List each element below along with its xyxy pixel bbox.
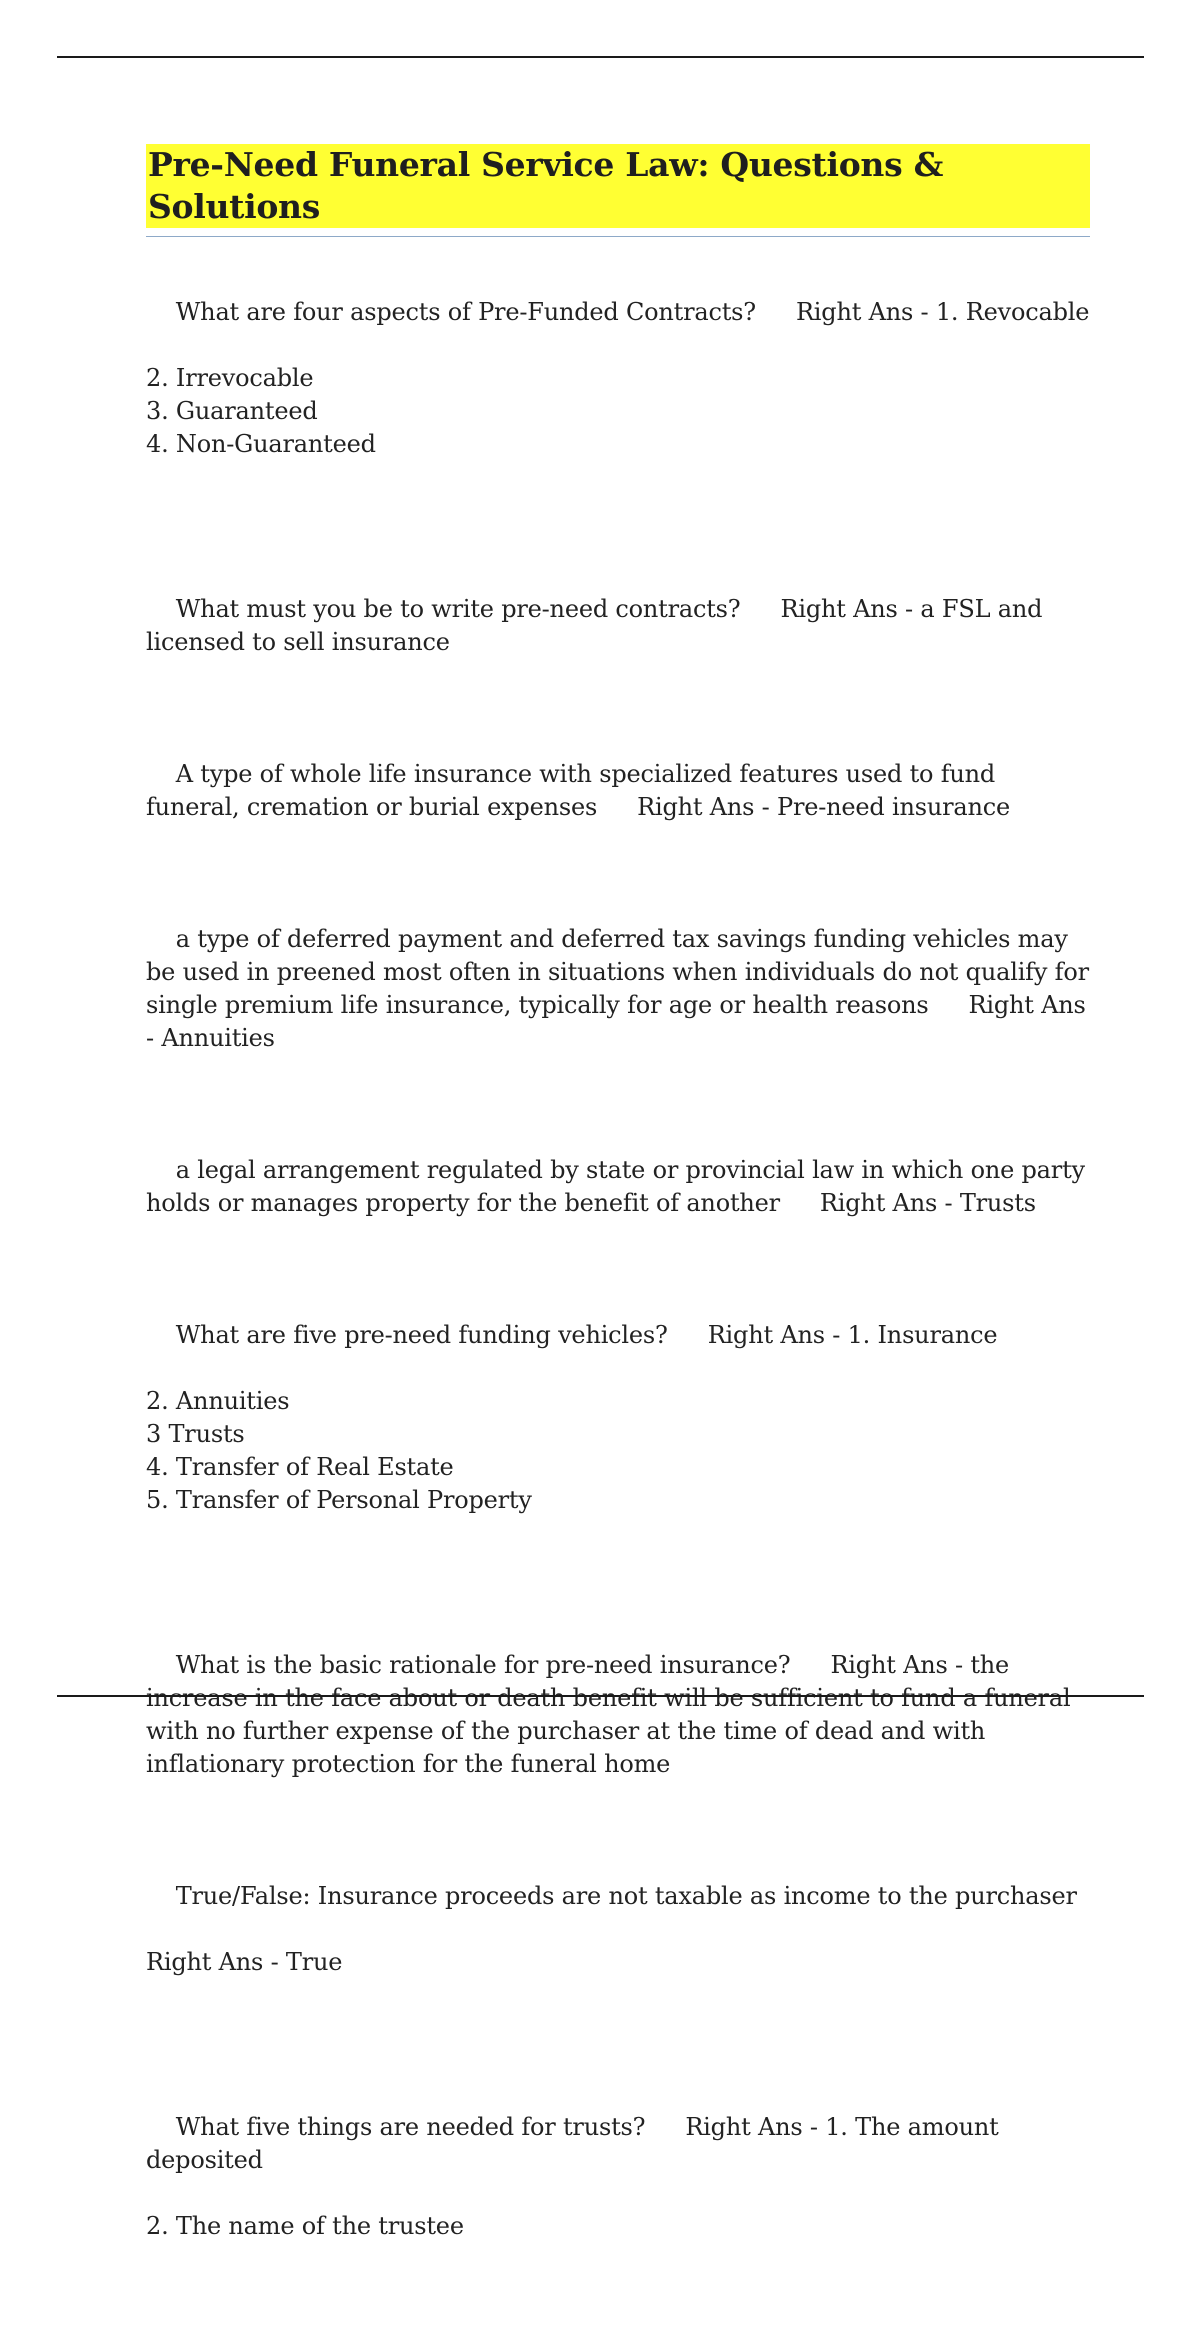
header-rule: [57, 56, 1144, 58]
question-text: True/False: Insurance proceeds are not taxable as income to the purchaser: [175, 1882, 1077, 1910]
answer-line: 4. Transfer of Real Estate: [146, 1453, 454, 1481]
qa-item: [146, 890, 1097, 1088]
answer-text: Right Ans - the increase in the face about or death benefit will be sufficient to fund a funeral with no further expense of the purchaser at the time of dead and with inflationary protection for the funeral home: [146, 1651, 1078, 1778]
title-block: [146, 144, 1090, 237]
qa-item: [146, 1616, 1090, 1814]
qa-item: [146, 263, 1090, 527]
question-text: a type of deferred payment and deferred tax savings funding vehicles may be used in preened most often in situations when individuals do not qualify for single premium life insurance, typically for age or health reasons: [146, 925, 1097, 1019]
answer-text: Right Ans - a FSL and licensed to sell insurance: [146, 595, 1050, 656]
document-title: Pre-Need Funeral Service Law: Questions & Solutions: [146, 144, 1090, 228]
answer-text: Right Ans - 1. Revocable: [795, 298, 1090, 326]
answer-line: 5. Transfer of Personal Property: [146, 1486, 532, 1514]
question-text: What five things are needed for trusts?: [175, 2113, 646, 2141]
qa-item: [146, 1121, 1093, 1253]
question-text: What is the basic rationale for pre-need insurance?: [175, 1651, 791, 1679]
answer-text: Right Ans - Pre-need insurance: [637, 793, 1010, 821]
qa-item: [146, 2078, 1090, 2309]
answer-line: 2. Irrevocable: [146, 364, 314, 392]
answer-text: Right Ans - Trusts: [819, 1189, 1036, 1217]
qa-item: [146, 725, 1090, 857]
answer-text: Right Ans - Annuities: [146, 991, 1094, 1052]
footer-rule: [57, 1695, 1144, 1697]
answer-line: 2. The name of the trustee: [146, 2212, 464, 2240]
answer-line: 4. Non-Guaranteed: [146, 430, 376, 458]
answer-line: 3. Guaranteed: [146, 397, 318, 425]
question-text: A type of whole life insurance with specialized features used to fund funeral, cremation or burial expenses: [146, 760, 1003, 821]
qa-item: [146, 560, 1090, 692]
answer-line: 3 Trusts: [146, 1420, 245, 1448]
answer-line: 2. Annuities: [146, 1387, 290, 1415]
question-text: What are four aspects of Pre-Funded Contracts?: [175, 298, 756, 326]
answer-text: Right Ans - True: [146, 1948, 343, 1976]
question-text: a legal arrangement regulated by state or provincial law in which one party holds or manages property for the benefit of another: [146, 1156, 1093, 1217]
qa-item: [146, 1286, 1090, 1583]
qa-item: [146, 1847, 1090, 2045]
question-text: What are five pre-need funding vehicles?: [175, 1321, 668, 1349]
answer-text: Right Ans - 1. Insurance: [707, 1321, 998, 1349]
question-text: What must you be to write pre-need contracts?: [175, 595, 741, 623]
answer-text: Right Ans - 1. The amount deposited: [146, 2113, 1006, 2174]
document-body: [146, 144, 1097, 2342]
